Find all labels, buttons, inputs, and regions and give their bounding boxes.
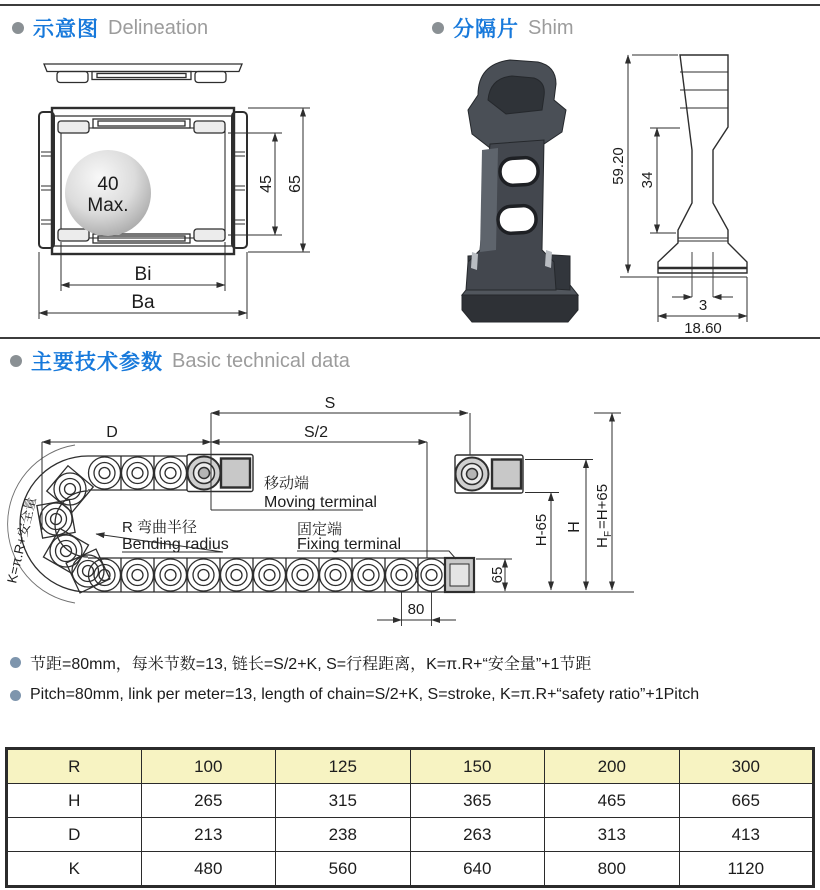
table-row bbox=[7, 818, 814, 852]
bending-radius-label-en: Bending radius bbox=[122, 536, 229, 553]
shim-3d-render bbox=[462, 60, 578, 322]
note-text: Pitch=80mm, link per meter=13, length of chain=S/2+K, S=stroke, K=π.R+“safety ratio”+1Pitch bbox=[30, 686, 700, 703]
dim-label-1860: 18.60 bbox=[684, 320, 722, 337]
cell: 213 bbox=[141, 818, 276, 852]
cell: 480 bbox=[141, 852, 276, 887]
chain-lid-drawing bbox=[44, 64, 242, 83]
dim-label-65b: 65 bbox=[489, 566, 506, 584]
svg-text:=H+65: =H+65 bbox=[594, 483, 611, 529]
cell: 265 bbox=[141, 784, 276, 818]
section-title-en: Basic technical data bbox=[172, 349, 350, 372]
dim-label-65: 65 bbox=[287, 175, 304, 193]
section-title-en: Shim bbox=[528, 16, 574, 39]
cell: 365 bbox=[410, 784, 545, 818]
section-title-en: Delineation bbox=[108, 16, 209, 39]
section-title-zh: 分隔片 bbox=[453, 18, 519, 41]
dim-label-h65: H-65 bbox=[533, 513, 550, 547]
dim-label-3: 3 bbox=[698, 297, 708, 314]
svg-text:H: H bbox=[594, 537, 611, 548]
cell: 263 bbox=[410, 818, 545, 852]
svg-text:F: F bbox=[603, 530, 614, 537]
cell: 465 bbox=[545, 784, 680, 818]
dim-label-34: 34 bbox=[639, 171, 656, 189]
shim-drawing-area bbox=[440, 42, 820, 342]
shim-2d-outline bbox=[658, 55, 747, 273]
dim-label-bi: Bi bbox=[134, 264, 152, 285]
fixed-terminal-label-zh: 固定端 bbox=[297, 521, 343, 538]
cell: 800 bbox=[545, 852, 680, 887]
section-header-shim bbox=[432, 13, 574, 43]
dim-label-80: 80 bbox=[407, 601, 425, 618]
dim-label-d: D bbox=[106, 424, 118, 441]
table-row bbox=[7, 749, 814, 784]
row-label: D bbox=[7, 818, 142, 852]
row-label: R bbox=[7, 749, 142, 784]
dim-label-45: 45 bbox=[258, 175, 275, 193]
dim-label-ba: Ba bbox=[131, 292, 155, 313]
cell: 238 bbox=[276, 818, 411, 852]
dim-label-s2: S/2 bbox=[303, 424, 329, 441]
section-header-delineation bbox=[12, 13, 208, 43]
cell: 150 bbox=[410, 749, 545, 784]
section-title-zh: 示意图 bbox=[33, 18, 99, 41]
note-pitch-en bbox=[10, 686, 699, 704]
table-row bbox=[7, 852, 814, 887]
note-text: 节距=80mm，每米节数=13, 链长=S/2+K, S=行程距离，K=π.R+“安全量”+1节距 bbox=[30, 656, 592, 673]
dim-label-s: S bbox=[324, 395, 336, 412]
moving-terminal-extended bbox=[455, 455, 523, 493]
chain-travel-diagram bbox=[0, 392, 665, 647]
row-label: K bbox=[7, 852, 142, 887]
bending-radius-label-zh: R 弯曲半径 bbox=[122, 519, 198, 536]
cross-section-drawing bbox=[10, 52, 340, 348]
cell: 200 bbox=[545, 749, 680, 784]
bullet-icon bbox=[432, 22, 444, 34]
cell: 413 bbox=[679, 818, 814, 852]
moving-terminal-label-en: Moving terminal bbox=[264, 494, 377, 511]
dim-label-hf bbox=[594, 484, 614, 548]
cell: 1120 bbox=[679, 852, 814, 887]
cell: 640 bbox=[410, 852, 545, 887]
fixed-terminal-label-en: Fixing terminal bbox=[297, 536, 402, 553]
fixed-terminal-block bbox=[445, 558, 474, 592]
top-divider bbox=[0, 4, 820, 6]
cell: 300 bbox=[679, 749, 814, 784]
moving-terminal-label-zh: 移动端 bbox=[264, 475, 310, 492]
cell: 313 bbox=[545, 818, 680, 852]
bullet-icon bbox=[10, 355, 22, 367]
note-bullet-icon bbox=[10, 690, 21, 701]
dim-label-h: H bbox=[566, 521, 583, 533]
sphere-label-diameter: 40 bbox=[97, 174, 119, 195]
k-formula-label: K=π.R+安全量 bbox=[4, 495, 39, 585]
cell: 125 bbox=[276, 749, 411, 784]
row-label: H bbox=[7, 784, 142, 818]
note-bullet-icon bbox=[10, 657, 21, 668]
moving-terminal-block bbox=[187, 455, 253, 492]
cell: 665 bbox=[679, 784, 814, 818]
parameters-table bbox=[5, 747, 815, 888]
bullet-icon bbox=[12, 22, 24, 34]
cell: 100 bbox=[141, 749, 276, 784]
table-row bbox=[7, 784, 814, 818]
section-title-zh: 主要技术参数 bbox=[31, 351, 163, 374]
cell: 315 bbox=[276, 784, 411, 818]
cell: 560 bbox=[276, 852, 411, 887]
section-header-tech bbox=[10, 346, 350, 376]
dim-label-5920: 59.20 bbox=[610, 147, 627, 185]
note-pitch-zh bbox=[10, 651, 591, 674]
sphere-label-max: Max. bbox=[87, 195, 129, 216]
